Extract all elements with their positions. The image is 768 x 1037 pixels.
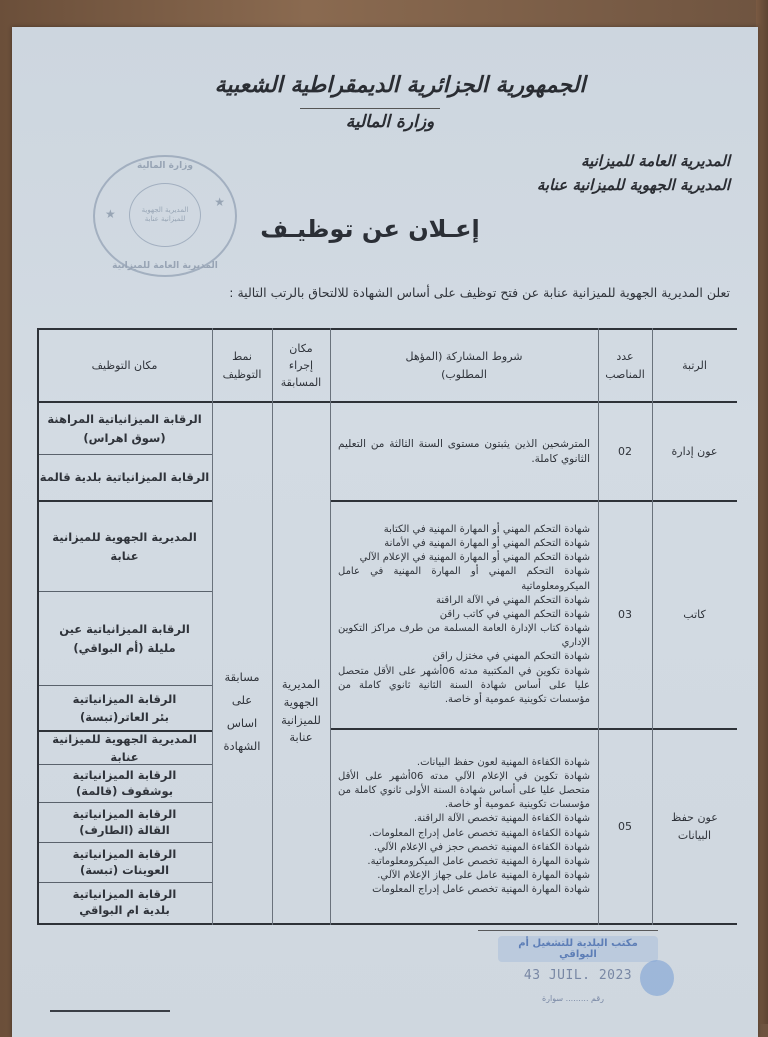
directorate-general-heading: المديرية العامة للميزانية bbox=[581, 152, 730, 170]
condition-item: شهادة التحكم المهني أو المهارة المهنية في الإعلام الآلي bbox=[359, 552, 590, 564]
condition-item: شهادة الكفاءة المهنية لعون حفظ البيانات. bbox=[416, 756, 590, 768]
exam-place-cell: المديرية الجهوية للميزانية عنابة bbox=[281, 676, 321, 745]
work-place-cell: الرقابة الميزانياتية بوشقوف (قالمة) bbox=[72, 767, 177, 798]
republic-heading: الجمهورية الجزائرية الديمقراطية الشعبية bbox=[214, 72, 586, 98]
ministry-heading: وزارة المالية bbox=[345, 112, 435, 132]
heading-underline bbox=[300, 108, 440, 109]
condition-item: شهادة الكفاءة المهنية تخصص الآلة الراقنة. bbox=[413, 813, 590, 825]
work-place-cell: الرقابة الميزانياتية بئر العاتر(تبسة) bbox=[72, 691, 177, 724]
condition-item: شهادة كتاب الإدارة العامة المسلمة من طرف مراكز التكوين الإداري bbox=[338, 623, 590, 649]
work-place-cell: المديرية الجهوية للميزانية عنابة bbox=[52, 731, 197, 764]
work-place-cell: الرقابة الميزانياتية بلدية ام البواقي bbox=[72, 887, 177, 917]
table-border-bottom bbox=[37, 923, 737, 925]
count-cell: 05 bbox=[618, 819, 632, 833]
condition-item: شهادة المهارة المهنية تخصص عامل إدراج المعلومات bbox=[372, 884, 590, 896]
work-place-cell: الرقابة الميزانياتية العوينات (تبسة) bbox=[72, 846, 177, 877]
work-place-cell: الرقابة الميزانياتية المراهنة (سوق اهراس) bbox=[47, 412, 202, 445]
seal-outer-bottom-text: المديرية العامة للميزانية bbox=[112, 261, 218, 271]
condition-item: المترشحين الذين يثبتون مستوى السنة الثالثة من التعليم الثانوي كاملة. bbox=[338, 437, 590, 465]
conditions-cell bbox=[330, 730, 598, 923]
rank-cell: عون إدارة bbox=[671, 444, 718, 458]
header-rank: الرتبة bbox=[682, 358, 707, 372]
header-work-place: مكان التوظيف bbox=[91, 358, 158, 372]
header-count: عدد المناصب bbox=[605, 350, 645, 381]
condition-item: شهادة المهارة المهنية تخصص عامل الميكرومعلوماتية. bbox=[367, 855, 590, 867]
seal-star-icon: ★ bbox=[105, 207, 116, 221]
condition-item: شهادة التحكم المهني في كاتب راقن bbox=[439, 608, 590, 620]
official-seal bbox=[93, 155, 237, 277]
count-cell: 03 bbox=[618, 608, 632, 622]
work-place-cell: الرقابة الميزانياتية بلدية قالمة bbox=[39, 470, 210, 485]
work-place-cell: الرقابة الميزانياتية القالة (الطارف) bbox=[72, 806, 177, 837]
header-exam-place: مكان إجراء المسابقة bbox=[280, 341, 322, 390]
condition-item: شهادة المهارة المهنية عامل على جهاز الإعلام الآلي. bbox=[377, 870, 590, 882]
header-mode: نمط التوظيف bbox=[222, 350, 262, 381]
condition-item: شهادة التحكم المهني أو المهارة المهنية في الأمانة bbox=[384, 537, 590, 549]
rank-cell: عون حفظ البيانات bbox=[671, 811, 718, 842]
directorate-regional-heading: المديرية الجهوية للميزانية عنابة bbox=[536, 176, 730, 194]
condition-item: شهادة تكوين في الإعلام الآلي مدته 06أشهر على الأقل متحصل عليا على أساس شهادة السنة الأولى ثانوي كاملة من مؤسسات تكوينية عمومية أو خاصة. bbox=[338, 770, 590, 811]
condition-item: شهادة تكوين في المكتبية مدته 06أشهر على الأقل متحصل عليا على أساس شهادة السنة الثانية ثانوي كاملة من مؤسسات تكوينية عمومية أو خاصة. bbox=[338, 665, 590, 706]
handwritten-mark bbox=[50, 1010, 170, 1012]
stamp-number-label: رقم ......... سوارة bbox=[541, 994, 605, 1003]
recruitment-table bbox=[37, 328, 737, 925]
condition-item: شهادة التحكم المهني أو المهارة المهنية في عامل الميكرومعلوماتية bbox=[338, 566, 590, 592]
work-place-cell: المديرية الجهوية للميزانية عنابة bbox=[52, 530, 197, 563]
condition-item: شهادة التحكم المهني أو المهارة المهنية في الكتابة bbox=[383, 523, 590, 535]
seal-outer-top-text: وزارة المالية bbox=[137, 161, 193, 171]
seal-inner-text: المديرية الجهوية للميزانية عنابة bbox=[129, 183, 201, 247]
mode-cell: مسابقة على اساس الشهادة bbox=[223, 669, 261, 753]
ink-smudge bbox=[640, 960, 674, 996]
intro-paragraph: تعلن المديرية الجهوية للميزانية عنابة عن فتح توظيف على أساس الشهادة للالتحاق بالرتب التالية : bbox=[229, 285, 730, 300]
page-title: إعـلان عن توظيـف bbox=[260, 215, 480, 243]
condition-item: شهادة الكفاءة المهنية تخصص عامل إدراج المعلومات. bbox=[368, 827, 590, 839]
conditions-cell bbox=[330, 502, 598, 728]
rank-cell: كاتب bbox=[683, 608, 706, 622]
condition-item: شهادة التحكم المهني في مختزل راقن bbox=[432, 651, 590, 663]
header-conditions: شروط المشاركة (المؤهل المطلوب) bbox=[405, 350, 523, 381]
stamp-org-text: مكتب البلدية للتشغيل أم البواقي bbox=[498, 936, 658, 962]
condition-item: شهادة الكفاءة المهنية تخصص حجز في الإعلام الآلي. bbox=[373, 841, 590, 853]
stamp-date: 43 JUIL. 2023 bbox=[523, 968, 633, 983]
stamp-line bbox=[478, 930, 658, 931]
seal-star-icon: ★ bbox=[214, 195, 225, 209]
conditions-cell bbox=[330, 403, 598, 500]
received-stamp bbox=[478, 930, 688, 1012]
condition-item: شهادة التحكم المهني في الآلة الراقنة bbox=[436, 594, 590, 606]
work-place-cell: الرقابة الميزانياتية عين مليلة (أم البواقي) bbox=[59, 622, 190, 655]
count-cell: 02 bbox=[618, 444, 632, 458]
